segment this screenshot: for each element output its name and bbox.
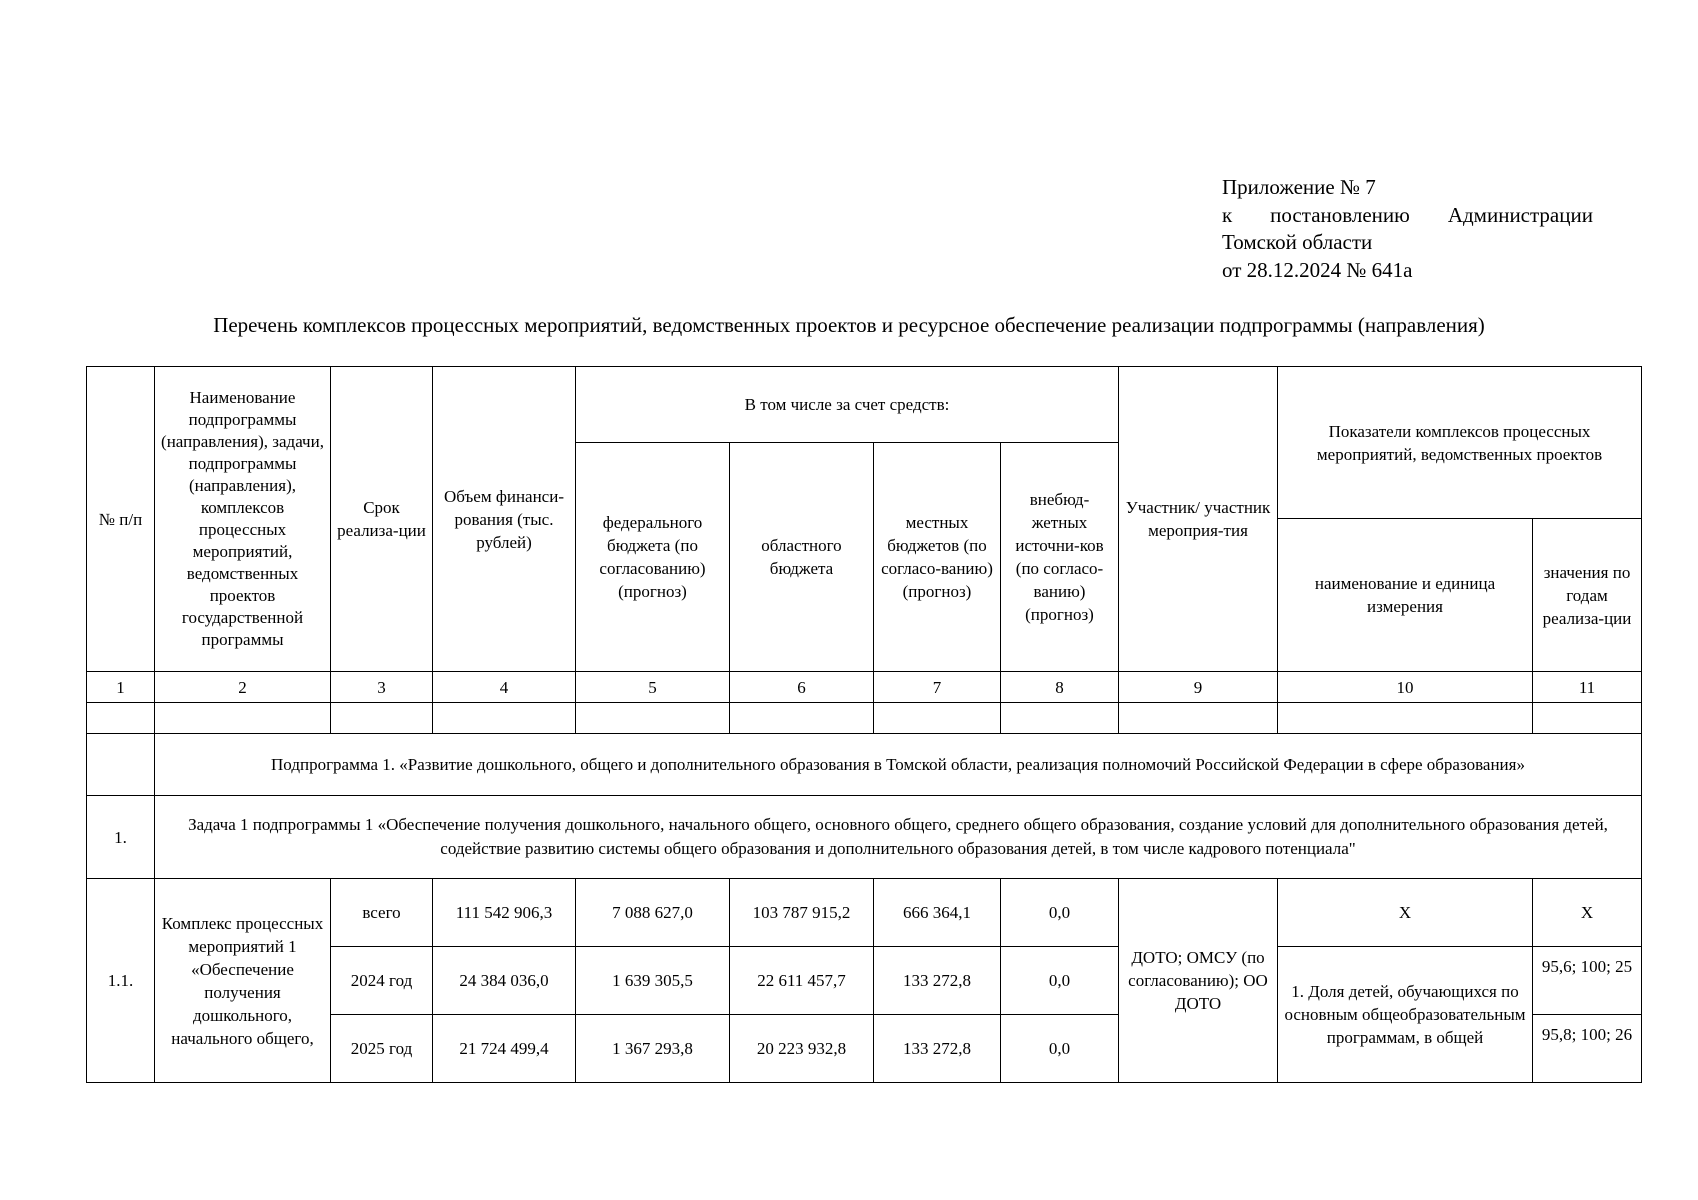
header-local: местных бюджетов (по согласо-ванию) (прогноз) bbox=[874, 443, 1001, 672]
header-term: Срок реализа-ции bbox=[331, 367, 433, 672]
local-cell: 133 272,8 bbox=[874, 1015, 1001, 1083]
term-cell: 2024 год bbox=[331, 947, 433, 1015]
appendix-region: Томской области bbox=[1222, 230, 1373, 254]
document-title: Перечень комплексов процессных мероприятий, ведомственных проектов и ресурсное обеспечение реализации подпрограммы (направления) bbox=[213, 313, 1485, 337]
task-num: 1. bbox=[87, 796, 155, 879]
indicator-name-cell: 1. Доля детей, обучающихся по основным общеобразовательным программам, в общей bbox=[1278, 947, 1533, 1083]
term-cell: 2025 год bbox=[331, 1015, 433, 1083]
column-number: 4 bbox=[433, 672, 576, 703]
indicator-name-cell: X bbox=[1278, 879, 1533, 947]
header-row-1 bbox=[87, 367, 1642, 443]
regional-cell: 22 611 457,7 bbox=[730, 947, 874, 1015]
extrabudget-cell: 0,0 bbox=[1001, 947, 1119, 1015]
header-name: Наименование подпрограммы (направления), задачи, подпрограммы (направления), комплексов процессных мероприятий, ведомственных проектов государственной программы bbox=[155, 367, 331, 672]
participant-cell: ДОТО; ОМСУ (по согласованию); ОО ДОТО bbox=[1119, 879, 1278, 1083]
header-extrabudget: внебюд-жетных источни-ков (по согласо-ванию) (прогноз) bbox=[1001, 443, 1119, 672]
column-number-row bbox=[87, 672, 1642, 703]
empty-cell bbox=[1278, 703, 1533, 734]
column-number: 9 bbox=[1119, 672, 1278, 703]
appendix-decree-prep: к bbox=[1222, 202, 1233, 227]
complex-row-total bbox=[87, 879, 1642, 947]
appendix-decree-word: постановлению bbox=[1270, 202, 1410, 227]
header-federal: федерального бюджета (по согласованию) (прогноз) bbox=[576, 443, 730, 672]
empty-cell bbox=[730, 703, 874, 734]
volume-cell: 24 384 036,0 bbox=[433, 947, 576, 1015]
volume-cell: 111 542 906,3 bbox=[433, 879, 576, 947]
task-row bbox=[87, 796, 1642, 879]
column-number: 7 bbox=[874, 672, 1001, 703]
column-number: 3 bbox=[331, 672, 433, 703]
empty-cell bbox=[1119, 703, 1278, 734]
header-indicator-values: значения по годам реализа-ции bbox=[1533, 519, 1642, 672]
task-text: Задача 1 подпрограммы 1 «Обеспечение получения дошкольного, начального общего, основного общего, среднего общего образования, создание условий для дополнительного образования детей, содействие развитию системы общего образования и дополнительного образования детей, в том числе кадрового потенциала" bbox=[155, 796, 1642, 879]
column-number: 6 bbox=[730, 672, 874, 703]
federal-cell: 7 088 627,0 bbox=[576, 879, 730, 947]
header-volume: Объем финанси-рования (тыс. рублей) bbox=[433, 367, 576, 672]
column-number: 11 bbox=[1533, 672, 1642, 703]
extrabudget-cell: 0,0 bbox=[1001, 1015, 1119, 1083]
appendix-decree-line bbox=[1222, 202, 1593, 230]
header-indicator-name: наименование и единица измерения bbox=[1278, 519, 1533, 672]
subprogram-num-cell bbox=[87, 734, 155, 796]
volume-cell: 21 724 499,4 bbox=[433, 1015, 576, 1083]
column-number: 10 bbox=[1278, 672, 1533, 703]
column-number: 2 bbox=[155, 672, 331, 703]
resource-table bbox=[86, 366, 1642, 1083]
empty-cell bbox=[433, 703, 576, 734]
header-participant: Участник/ участник мероприя-тия bbox=[1119, 367, 1278, 672]
empty-cell bbox=[331, 703, 433, 734]
subprogram-row bbox=[87, 734, 1642, 796]
column-number: 1 bbox=[87, 672, 155, 703]
header-num: № п/п bbox=[87, 367, 155, 672]
empty-cell bbox=[87, 703, 155, 734]
federal-cell: 1 367 293,8 bbox=[576, 1015, 730, 1083]
term-cell: всего bbox=[331, 879, 433, 947]
subprogram-title: Подпрограмма 1. «Развитие дошкольного, общего и дополнительного образования в Томской области, реализация полномочий Российской Федерации в сфере образования» bbox=[155, 734, 1642, 796]
empty-cell bbox=[874, 703, 1001, 734]
local-cell: 666 364,1 bbox=[874, 879, 1001, 947]
federal-cell: 1 639 305,5 bbox=[576, 947, 730, 1015]
column-number: 5 bbox=[576, 672, 730, 703]
indicator-value-cell: 95,6; 100; 25 bbox=[1533, 947, 1642, 1015]
appendix-date: от 28.12.2024 № 641а bbox=[1222, 257, 1413, 282]
appendix-decree-authority: Администрации bbox=[1447, 202, 1593, 227]
header-regional: областного бюджета bbox=[730, 443, 874, 672]
empty-cell bbox=[576, 703, 730, 734]
local-cell: 133 272,8 bbox=[874, 947, 1001, 1015]
empty-cell bbox=[1001, 703, 1119, 734]
indicator-value-cell: X bbox=[1533, 879, 1642, 947]
complex-name: Комплекс процессных мероприятий 1 «Обеспечение получения дошкольного, начального общего, bbox=[155, 879, 331, 1083]
empty-cell bbox=[1533, 703, 1642, 734]
extrabudget-cell: 0,0 bbox=[1001, 879, 1119, 947]
complex-num: 1.1. bbox=[87, 879, 155, 1083]
empty-row bbox=[87, 703, 1642, 734]
column-number: 8 bbox=[1001, 672, 1119, 703]
regional-cell: 20 223 932,8 bbox=[730, 1015, 874, 1083]
appendix-block bbox=[1222, 174, 1622, 284]
appendix-number: Приложение № 7 bbox=[1222, 175, 1376, 199]
regional-cell: 103 787 915,2 bbox=[730, 879, 874, 947]
empty-cell bbox=[155, 703, 331, 734]
indicator-value-cell: 95,8; 100; 26 bbox=[1533, 1015, 1642, 1083]
header-including: В том числе за счет средств: bbox=[576, 367, 1119, 443]
header-indicators: Показатели комплексов процессных мероприятий, ведомственных проектов bbox=[1278, 367, 1642, 519]
